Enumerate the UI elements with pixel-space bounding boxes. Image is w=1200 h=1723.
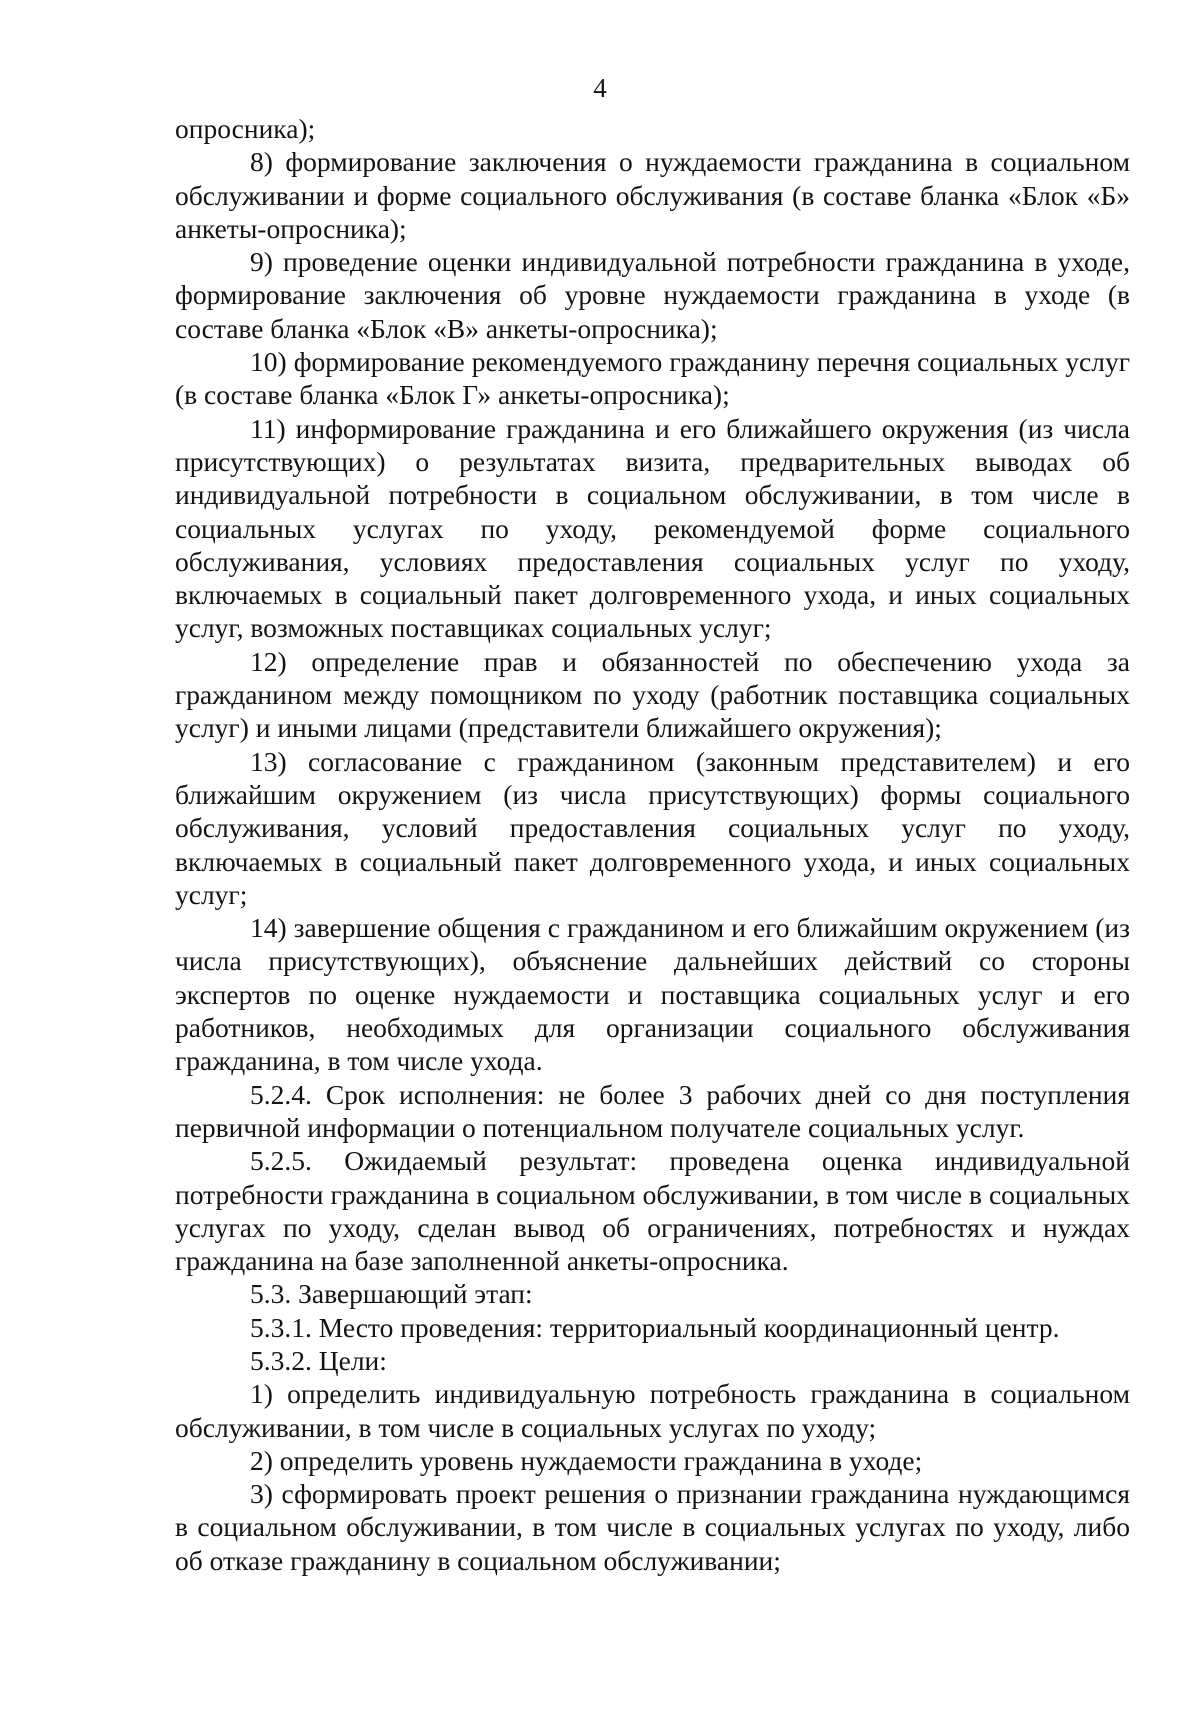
paragraph: 11) информирование гражданина и его ближайшего окружения (из числа присутствующих) о результатах визита, предварительных выводах об индивидуальной потребности в социальном обслуживании, в том числе в социальных услугах по уходу, рекомендуемой форме социального обслуживания, условиях предоставления социальных услуг по уходу, включаемых в социальный пакет долговременного ухода, и иных социальных услуг, возможных поставщиках социальных услуг;: [175, 412, 1130, 644]
page-number: 4: [593, 73, 607, 103]
paragraph: 9) проведение оценки индивидуальной потребности гражданина в уходе, формирование заключения об уровне нуждаемости гражданина в уходе (в составе бланка «Блок «В» анкеты-опросника);: [175, 246, 1130, 344]
paragraph: 12) определение прав и обязанностей по обеспечению ухода за гражданином между помощником по уходу (работник поставщика социальных услуг) и иными лицами (представители ближайшего окружения);: [175, 645, 1130, 744]
paragraph: 2) определить уровень нуждаемости гражданина в уходе;: [250, 1444, 923, 1476]
paragraph: 10) формирование рекомендуемого гражданину перечня социальных услуг (в составе бланка «Блок Г» анкеты-опросника);: [175, 346, 1130, 411]
paragraph: 5.2.5. Ожидаемый результат: проведена оценка индивидуальной потребности гражданина в социальном обслуживании, в том числе в социальных услугах по уходу, сделан вывод об ограничениях, потребностях и нуждах гражданина на базе заполненной анкеты-опросника.: [175, 1145, 1130, 1277]
paragraph: 5.3.2. Цели:: [250, 1344, 387, 1376]
paragraph: 13) согласование с гражданином (законным представителем) и его ближайшим окружением (из числа присутствующих) формы социального обслуживания, условий предоставления социальных услуг по уходу, включаемых в социальный пакет долговременного ухода, и иных социальных услуг;: [175, 745, 1130, 910]
document-body: [175, 112, 1130, 1577]
paragraph: 8) формирование заключения о нуждаемости гражданина в социальном обслуживании и форме социального обслуживания (в составе бланка «Блок «Б» анкеты-опросника);: [175, 146, 1130, 244]
paragraph: 1) определить индивидуальную потребность гражданина в социальном обслуживании, в том числе в социальных услугах по уходу;: [175, 1378, 1130, 1443]
paragraph: 3) сформировать проект решения о признании гражданина нуждающимся в социальном обслуживании, в том числе в социальных услугах по уходу, либо об отказе гражданину в социальном обслуживании;: [175, 1478, 1130, 1576]
paragraph: 14) завершение общения с гражданином и его ближайшим окружением (из числа присутствующих), объяснение дальнейших действий со стороны экспертов по оценке нуждаемости и поставщика социальных услуг и его работников, необходимых для организации социального обслуживания гражданина, в том числе ухода.: [175, 912, 1130, 1077]
paragraph: 5.3. Завершающий этап:: [250, 1278, 533, 1310]
paragraph: 5.3.1. Место проведения: территориальный координационный центр.: [250, 1311, 1060, 1343]
paragraph: 5.2.4. Срок исполнения: не более 3 рабочих дней со дня поступления первичной информации о потенциальном получателе социальных услуг.: [175, 1078, 1130, 1143]
paragraph: опросника);: [175, 113, 316, 144]
